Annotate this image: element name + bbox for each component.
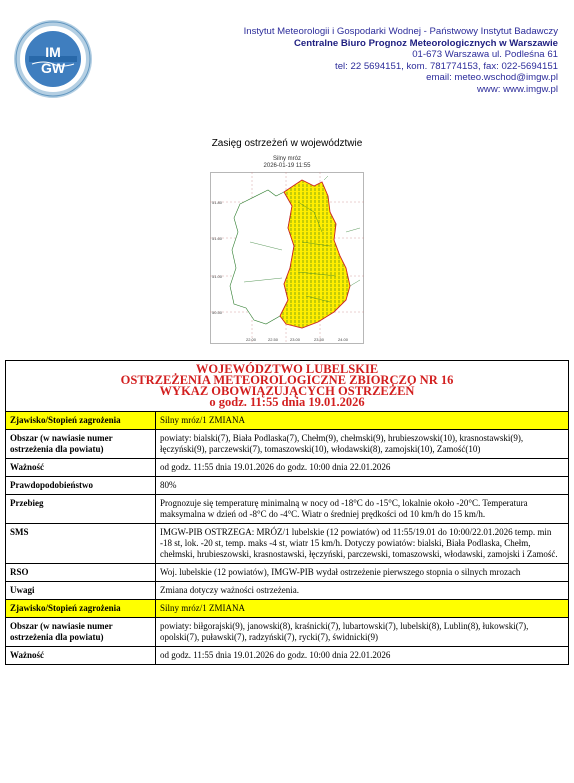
- address: 01-673 Warszawa ul. Podleśna 61: [412, 49, 558, 61]
- table-row: [6, 459, 569, 477]
- lat-label: 51.60: [212, 236, 223, 241]
- lon-label: 22.50: [268, 337, 279, 342]
- row-value: Silny mróz/1 ZMIANA: [156, 600, 569, 618]
- email[interactable]: email: meteo.wschod@imgw.pl: [426, 72, 558, 84]
- lat-label: 51.80: [212, 200, 223, 205]
- row-label: Ważność: [6, 647, 156, 665]
- table-row: [6, 477, 569, 495]
- row-label: Przebieg: [6, 495, 156, 524]
- row-value: Zmiana dotyczy ważności ostrzeżenia.: [156, 582, 569, 600]
- lon-label: 22.00: [246, 337, 257, 342]
- table-row: [6, 430, 569, 459]
- lat-label: 51.00: [212, 274, 223, 279]
- table-row: [6, 618, 569, 647]
- row-label: Zjawisko/Stopień zagrożenia: [6, 412, 156, 430]
- table-row: [6, 600, 569, 618]
- phone: tel: 22 5694151, kom. 781774153, fax: 022-5694151: [335, 60, 558, 72]
- voivodeship-title: WOJEWÓDZTWO LUBELSKIE: [195, 362, 379, 376]
- map-caption-date: 2026-01-19 11:55: [263, 163, 311, 169]
- row-label: Prawdopodobieństwo: [6, 477, 156, 495]
- table-row: [6, 524, 569, 564]
- table-header-row: [6, 361, 569, 412]
- row-value: Silny mróz/1 ZMIANA: [156, 412, 569, 430]
- table-row: [6, 412, 569, 430]
- row-value: Woj. lubelskie (12 powiatów), IMGW-PIB wydał ostrzeżenie pierwszego stopnia o silnych mrozach: [156, 564, 569, 582]
- map-caption: [200, 156, 374, 170]
- row-label: RSO: [6, 564, 156, 582]
- table-row: [6, 564, 569, 582]
- lon-label: 24.00: [338, 337, 349, 342]
- table-header: [6, 361, 569, 412]
- map-graphic: [210, 172, 364, 344]
- row-label: Uwagi: [6, 582, 156, 600]
- table-row: [6, 582, 569, 600]
- row-value: powiaty: biłgorajski(9), janowski(8), kraśnicki(7), lubartowski(7), lubelski(8), Lublin(8), łukowski(7), opolski(7), puławski(7), radzyński(7), rycki(7), świdnicki(9): [156, 618, 569, 647]
- row-value: powiaty: bialski(7), Biała Podlaska(7), Chełm(9), chełmski(9), hrubieszowski(10), krasnostawski(9), łęczyński(9), parczewski(7), tomaszowski(10), włodawski(8), zamojski(10), Zamość(10): [156, 430, 569, 459]
- map-caption-phenomenon: Silny mróz: [272, 156, 301, 162]
- row-label: Zjawisko/Stopień zagrożenia: [6, 600, 156, 618]
- institute-name: Instytut Meteorologii i Gospodarki Wodnej - Państwowy Instytut Badawczy: [243, 26, 558, 37]
- row-value: Prognozuje się temperaturę minimalną w nocy od -18°C do -15°C, lokalnie około -20°C. Temperatura maksymalna w dzień od -8°C do -4°C. Wiatr o średniej prędkości od 10 km/h do 15 km/h.: [156, 495, 569, 524]
- lon-label: 23.00: [290, 337, 301, 342]
- imgw-logo: [14, 20, 92, 98]
- row-label: Obszar (w nawiasie numer ostrzeżenia dla powiatu): [6, 430, 156, 459]
- svg-text:GW: GW: [40, 60, 66, 76]
- row-label: SMS: [6, 524, 156, 564]
- row-value: IMGW-PIB OSTRZEGA: MRÓZ/1 lubelskie (12 powiatów) od 11:55/19.01 do 10:00/22.01.2026 temp. min -18 st, lok. -20 st, temp. maks -4 st, wiatr 15 km/h. Dotyczy powiatów: bialski, Biała Podlaska, Chełm, chełmski, hrubieszowski, krasnostawski, łęczyński, parczewski, tomaszowski, włodawski, zamojski i Zamość.: [156, 524, 569, 564]
- contact-block: [244, 26, 558, 96]
- row-value: 80%: [156, 477, 569, 495]
- table-row: [6, 647, 569, 665]
- report-time: o godz. 11:55 dnia 19.01.2026: [209, 395, 365, 409]
- row-value: od godz. 11:55 dnia 19.01.2026 do godz. 10:00 dnia 22.01.2026: [156, 459, 569, 477]
- website[interactable]: www: www.imgw.pl: [476, 83, 558, 95]
- row-label: Obszar (w nawiasie numer ostrzeżenia dla powiatu): [6, 618, 156, 647]
- lat-label: 50.50: [212, 310, 223, 315]
- row-label: Ważność: [6, 459, 156, 477]
- section-title: Zasięg ostrzeżeń w województwie: [211, 138, 363, 149]
- lon-label: 23.50: [314, 337, 325, 342]
- report-title: OSTRZEŻENIA METEOROLOGICZNE ZBIORCZO NR 16: [120, 373, 454, 387]
- row-value: od godz. 11:55 dnia 19.01.2026 do godz. 10:00 dnia 22.01.2026: [156, 647, 569, 665]
- warning-map: [200, 156, 374, 356]
- office-name: Centralne Biuro Prognoz Meteorologicznych w Warszawie: [293, 37, 558, 49]
- report-subtitle: WYKAZ OBOWIĄZUJĄCYCH OSTRZEŻEŃ: [159, 384, 415, 398]
- table-row: [6, 495, 569, 524]
- svg-text:IM: IM: [45, 44, 61, 60]
- warnings-table: [5, 360, 569, 665]
